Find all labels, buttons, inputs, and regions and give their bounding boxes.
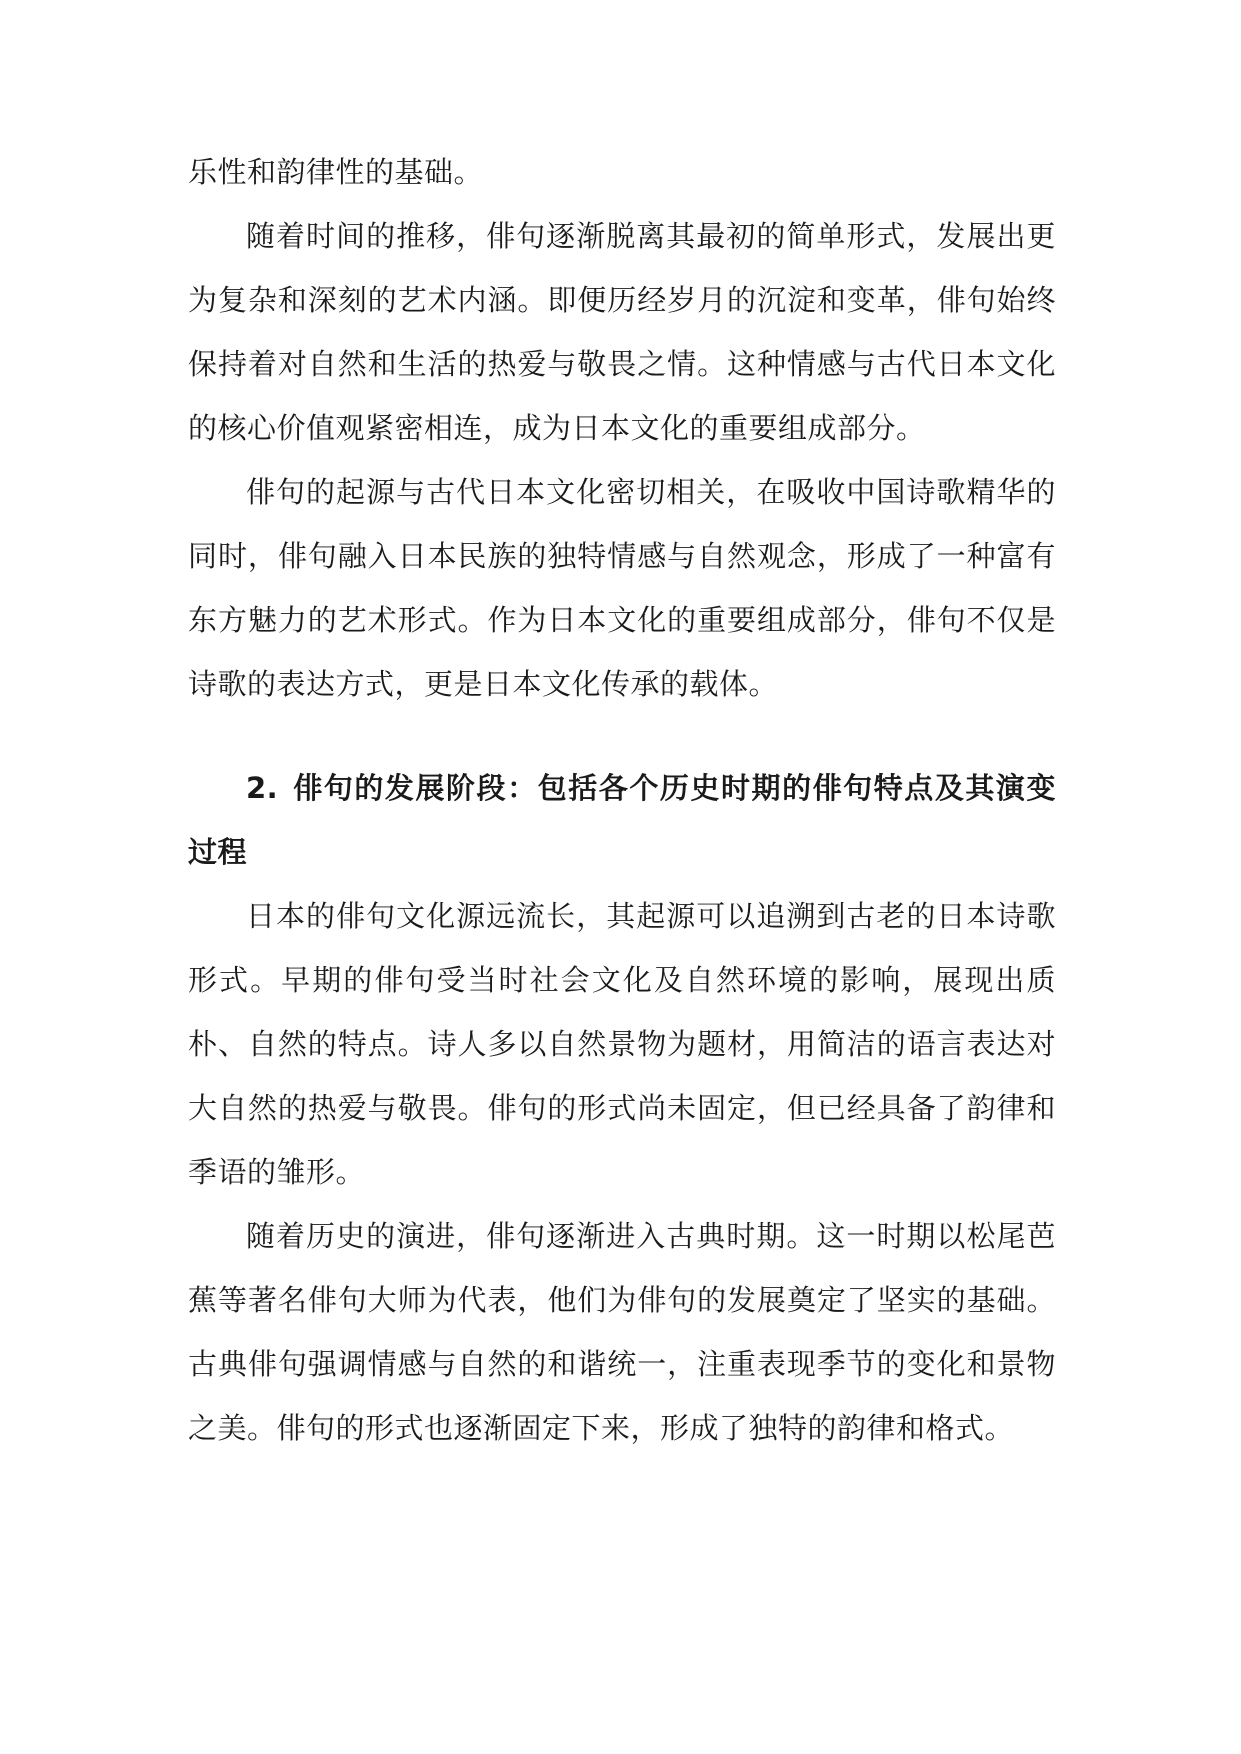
section-heading: [188, 756, 1056, 884]
paragraph-early-haiku: 日本的俳句文化源远流长，其起源可以追溯到古老的日本诗歌形式。早期的俳句受当时社会文化及自然环境的影响，展现出质朴、自然的特点。诗人多以自然景物为题材，用简洁的语言表达对大自然的热爱与敬畏。俳句的形式尚未固定，但已经具备了韵律和季语的雏形。: [188, 899, 1056, 1189]
section-number: 2.: [246, 771, 279, 805]
paragraph-continuation: 乐性和韵律性的基础。: [188, 155, 484, 189]
section-title: 俳句的发展阶段：包括各个历史时期的俳句特点及其演变过程: [188, 771, 1056, 869]
paragraph-classical-period: 随着历史的演进，俳句逐渐进入古典时期。这一时期以松尾芭蕉等著名俳句大师为代表，他们为俳句的发展奠定了坚实的基础。古典俳句强调情感与自然的和谐统一，注重表现季节的变化和景物之美。俳句的形式也逐渐固定下来，形成了独特的韵律和格式。: [188, 1219, 1056, 1445]
paragraph-origin-culture: 俳句的起源与古代日本文化密切相关，在吸收中国诗歌精华的同时，俳句融入日本民族的独特情感与自然观念，形成了一种富有东方魅力的艺术形式。作为日本文化的重要组成部分，俳句不仅是诗歌的表达方式，更是日本文化传承的载体。: [188, 475, 1056, 701]
paragraph-time-evolution: 随着时间的推移，俳句逐渐脱离其最初的简单形式，发展出更为复杂和深刻的艺术内涵。即便历经岁月的沉淀和变革，俳句始终保持着对自然和生活的热爱与敬畏之情。这种情感与古代日本文化的核心价值观紧密相连，成为日本文化的重要组成部分。: [188, 219, 1056, 445]
document-page: [188, 140, 1056, 1460]
